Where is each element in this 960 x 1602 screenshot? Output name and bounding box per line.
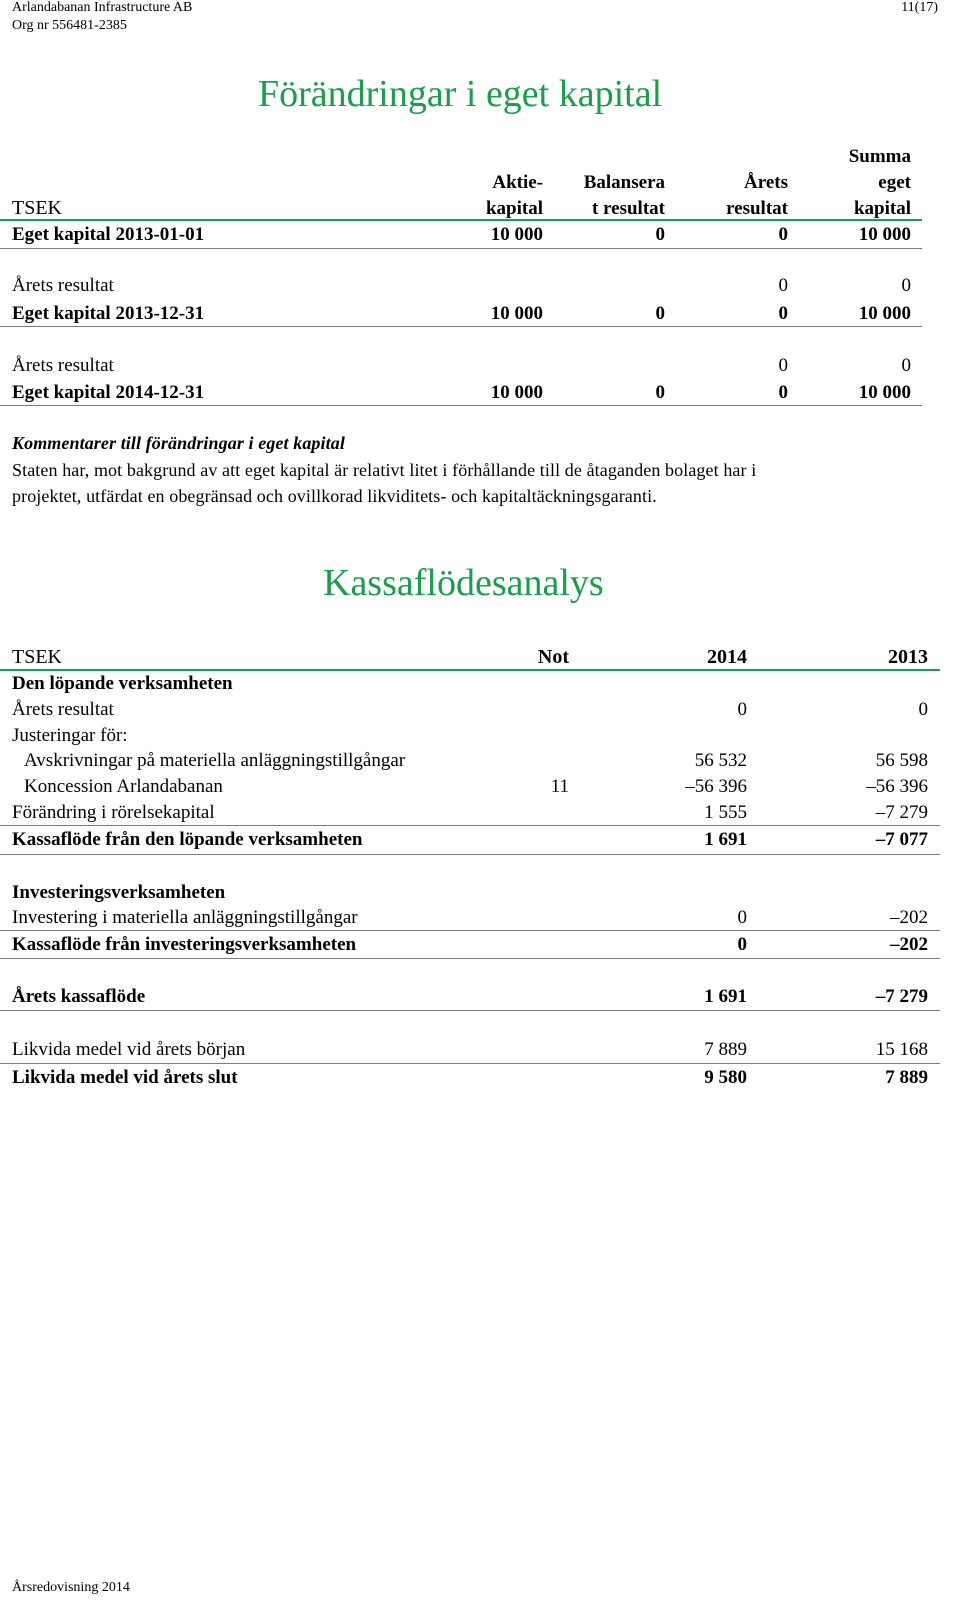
equity-comment-line-2: projektet, utfärdat en obegränsad och ovillkorad likviditets- och kapitaltäckningsgaranti. [12,486,657,506]
equity-header-rule [0,219,922,221]
cashflow-row-label: Investering i materiella anläggningstillgångar [12,907,358,928]
footer-text: Årsredovisning 2014 [12,1580,130,1595]
equity-cell: 0 [778,275,788,296]
equity-cell: 10 000 [858,224,911,245]
cashflow-cell-v2014: 1 691 [704,986,747,1007]
cashflow-row-rule [0,825,940,826]
equity-cell: 10 000 [858,382,911,403]
equity-col-aktiekapital: Aktie- kapital [485,172,543,219]
cashflow-cell-v2014: –56 396 [685,776,747,797]
equity-cell: 0 [901,355,911,376]
cashflow-row [12,905,960,931]
cashflow-row [12,774,960,800]
equity-col-summa: Summa eget kapital [848,146,911,219]
cashflow-row [12,984,960,1010]
cashflow-row [12,748,960,774]
cashflow-cell-v2013: 0 [918,699,928,720]
equity-row [12,353,960,379]
equity-cell: 0 [778,303,788,324]
cashflow-cell-v2013: –7 279 [875,802,928,823]
cashflow-row [12,800,960,826]
cashflow-row-label: Kassaflöde från investeringsverksamheten [12,934,357,955]
equity-cell: 10 000 [490,224,543,245]
cashflow-row [12,723,960,749]
cashflow-cell-v2013: –202 [890,934,928,955]
equity-row-rule [0,248,922,249]
org-number: Org nr 556481-2385 [12,18,127,33]
equity-cell: 10 000 [490,303,543,324]
equity-comment-title: Kommentarer till förändringar i eget kapital [12,433,345,453]
equity-cell: 0 [778,355,788,376]
cashflow-cell-v2014: 1 691 [704,829,747,850]
company-name: Arlandabanan Infrastructure AB [12,0,193,15]
equity-row [12,380,960,406]
equity-row [12,273,960,299]
cashflow-row-rule [0,958,940,959]
equity-unit-label: TSEK [12,197,62,219]
cashflow-row [12,1037,960,1063]
cashflow-row [12,880,960,906]
equity-cell: 0 [901,275,911,296]
cashflow-col-2013: 2013 [888,646,928,668]
cashflow-cell-v2013: –7 077 [875,829,928,850]
equity-row-rule [0,326,922,327]
cashflow-row-rule [0,1063,940,1064]
cashflow-cell-v2013: –202 [890,907,928,928]
cashflow-row [12,827,960,853]
equity-row-label: Årets resultat [12,355,114,376]
cashflow-cell-v2013: –56 396 [866,776,928,797]
cashflow-row-label: Årets resultat [12,699,114,720]
equity-row-label: Eget kapital 2013-01-01 [12,224,205,245]
cashflow-row-label: Koncession Arlandabanan [24,776,223,797]
cashflow-col-2014: 2014 [707,646,747,668]
equity-title: Förändringar i eget kapital [258,73,663,115]
cashflow-row-label: Förändring i rörelsekapital [12,802,215,823]
page-number: 11(17) [901,0,938,15]
cashflow-cell-v2014: 0 [737,907,747,928]
equity-row-label: Årets resultat [12,275,114,296]
cashflow-cell-v2014: 0 [737,934,747,955]
cashflow-title: Kassaflödesanalys [323,562,604,604]
cashflow-cell-v2014: 1 555 [704,802,747,823]
cashflow-cell-v2013: 56 598 [875,750,928,771]
cashflow-unit-label: TSEK [12,646,62,668]
cashflow-row [12,932,960,958]
equity-cell: 10 000 [490,382,543,403]
cashflow-row-label: Den löpande verksamheten [12,673,233,694]
cashflow-row-rule [0,854,940,855]
cashflow-row-rule [0,930,940,931]
cashflow-row-label: Avskrivningar på materiella anläggningstillgångar [24,750,406,771]
cashflow-cell-v2013: 15 168 [875,1039,928,1060]
cashflow-row-rule [0,1010,940,1011]
equity-cell: 0 [778,224,788,245]
cashflow-row-label: Justeringar för: [12,725,128,746]
equity-cell: 0 [655,382,665,403]
equity-cell: 0 [778,382,788,403]
cashflow-cell-not: 11 [550,776,569,797]
cashflow-row [12,697,960,723]
cashflow-row-label: Investeringsverksamheten [12,882,226,903]
equity-row-label: Eget kapital 2014-12-31 [12,382,205,403]
cashflow-row-label: Årets kassaflöde [12,986,146,1007]
equity-comment-line-1: Staten har, mot bakgrund av att eget kapital är relativt litet i förhållande till de åtaganden bolaget har i [12,460,757,480]
equity-row-rule [0,405,922,406]
equity-col-arets-resultat: Årets resultat [726,172,788,219]
cashflow-row [12,1065,960,1091]
equity-cell: 10 000 [858,303,911,324]
equity-row [12,222,960,248]
cashflow-cell-v2014: 9 580 [704,1067,747,1088]
equity-row-label: Eget kapital 2013-12-31 [12,303,205,324]
equity-cell: 0 [655,303,665,324]
equity-cell: 0 [655,224,665,245]
cashflow-cell-v2014: 56 532 [694,750,747,771]
cashflow-cell-v2013: 7 889 [885,1067,928,1088]
cashflow-row-label: Kassaflöde från den löpande verksamheten [12,829,363,850]
cashflow-cell-v2014: 7 889 [704,1039,747,1060]
cashflow-cell-v2013: –7 279 [875,986,928,1007]
equity-row [12,301,960,327]
cashflow-col-not: Not [537,646,569,668]
equity-col-balanserat: Balansera t resultat [583,172,665,219]
cashflow-row-label: Likvida medel vid årets början [12,1039,246,1060]
cashflow-cell-v2014: 0 [737,699,747,720]
cashflow-row-label: Likvida medel vid årets slut [12,1067,238,1088]
cashflow-row [12,671,960,697]
